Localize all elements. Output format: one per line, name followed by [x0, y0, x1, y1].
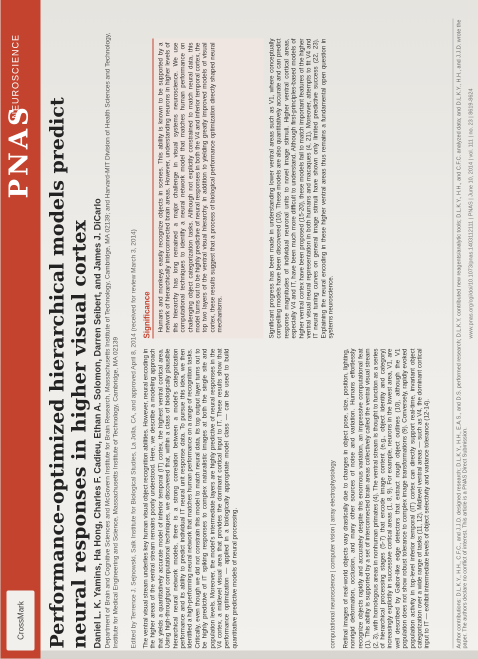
significance-heading: Significance	[142, 291, 152, 339]
author-contributions-footnote: Author contributions: D.L.K.Y., H.H., C.F.C., and J.J.D. designed research; D.L.K.Y., H.H., E.A.S., and D.S. performed research; D.L.K.Y. contributed new reagents/analytic tools; D.L.K.Y., H.H., and C.F.C. analyzed data; and D.L.K.Y., H.H., and J.J.D. wrote the paper. The authors declare no conflict of interest. This article is a PNAS Direct Submission.	[453, 19, 469, 649]
journal-logo: PNAS	[4, 104, 35, 199]
doi-line[interactable]: www.pnas.org/cgi/doi/10.1073/pnas.1403112111 | PNAS | June 10, 2014 | vol. 111 | no. 23 | 8619-8624	[468, 88, 475, 339]
body-paragraph-1: Retinal images of real-world objects vary drastically due to changes in object pose, size, position, lighting, nonrigid deformation, occlusion, and many other sources of noise and variation. Humans effortlessly recognize objects rapidly and accurately despite this enormous variation, an impressive computational feat (1). This ability is supported by a set of interconnected brain areas collectively called the ventral visual stream (2, 3), with homologous areas in nonhuman primates (4). The ventral stream is thought to function as a series of hierarchical processing stages (5-7) that encode image content (e.g., object identity and category) increasingly explicitly in successive cortical areas (1, 8, 9). For example, neurons in the lowest area, V1, are well described by Gabor-like edge detectors that extract rough object outlines (10), although the V1 population does not show robust tolerance to complex image transformations (9). Conversely, rapidly evoked population activity in top-level inferior temporal (IT) cortex can directly support real-time, invariant object categorization over a wide range of tasks (11, 12). Midlevel ventral areas — such as V4, the dominant cortical input to IT — exhibit intermediate levels of object selectivity and variance tolerance (12-14).	[342, 348, 431, 649]
keywords: computational neuroscience | computer vision | array electrophysiology	[330, 460, 337, 649]
page-edge	[41, 651, 478, 659]
journal-header-strip	[1, 0, 41, 659]
section-tag: NEUROSCIENCE	[10, 33, 21, 119]
crossmark-badge[interactable]: CrossMark	[7, 591, 35, 651]
paper-page	[1, 0, 478, 659]
significance-text: Humans and monkeys easily recognize objects in scenes. This ability is known to be supported by a network of hierarchically interconnected brain areas. However, understanding neurons in higher levels of this hierarchy has long remained a major challenge in visual systems neuroscience. We use computational techniques to identify a neural network model that matches human performance on challenging object categorization tasks. Although not explicitly constrained to match neural data, this model turns out to be highly predictive of neural responses in both the V4 and inferior temporal cortex, the top two layers of the ventral visual hierarchy. In addition to yielding greatly improved models of visual cortex, these results suggest that a process of biological performance optimization directly shaped neural mechanisms.	[157, 42, 224, 333]
edited-by-note: Edited by Terrence J. Sejnowski, Salk Institute for Biological Studies, La Jolla, CA, and approved April 8, 2014 (received for review March 3, 2014)	[130, 229, 138, 649]
body-paragraph-2: Significant progress has been made in understanding lower ventral areas such as V1, where conceptually compelling models have been discovered (10). These models are also quantitatively accurate and can predict response magnitudes of individual neuronal units to novel image stimuli. Higher ventral cortical areas, especially V4 and IT, have been much more difficult to understand. Although first-principles-based models of higher ventral cortex have been proposed (15-20), these models fail to match important features of the higher ventral visual neural representation in both humans and macaques (4, 21). Moreover, attempts to fit V4 and IT neural tuning curves on general image stimuli have shown only limited predictive success (22, 23). Explaining the neural encoding in these higher ventral areas thus remains a fundamental open question in systems neuroscience.	[268, 38, 335, 339]
abstract-text: The ventral visual stream underlies key human visual object recognition abilities. However, neural encoding in the higher areas of the ventral stream remains poorly understood. Here, we describe a modeling approach that yields a quantitatively accurate model of inferior temporal (IT) cortex, the highest ventral cortical area. Using high-throughput computational techniques, we discovered that, within a class of biologically plausible hierarchical neural network models, there is a strong correlation between a model's categorization performance and its ability to predict individual IT neural unit response data. To pursue this idea, we then identified a high-performing neural network that matches human performance on a range of recognition tasks. Critically, even though we did not constrain this model to match neural data, its top output layer turns out to be highly predictive of IT spiking responses to complex naturalistic images at both the single site and population levels. Moreover, the model's intermediate layers are highly predictive of neural responses in the V4 cortex, a midlevel visual area that provides the dominant cortical input to IT. These results show that performance optimization — applied in a biologically appropriate model class — can be used to build quantitative predictive models of neural processing.	[142, 348, 239, 649]
author-list: Daniel L. K. Yamins, Ha Hong, Charles F. Cadieu, Ethan A. Solomon, Darren Seibert, and James J. DiCarlo	[92, 198, 103, 649]
affiliations: Department of Brain and Cognitive Sciences and McGovern Institute for Brain Research, Massachusetts Institute of Technology, Cambridge, MA 02139; and Harvard-MIT Division of Health Sciences and Technology, Institute for Medical Engineering and Science, Massachusetts Institute of Technology, Cambridge, MA 02139	[104, 32, 120, 649]
paper-title: Performance-optimized hierarchical models predict neural responses in higher visual cortex	[46, 97, 91, 649]
